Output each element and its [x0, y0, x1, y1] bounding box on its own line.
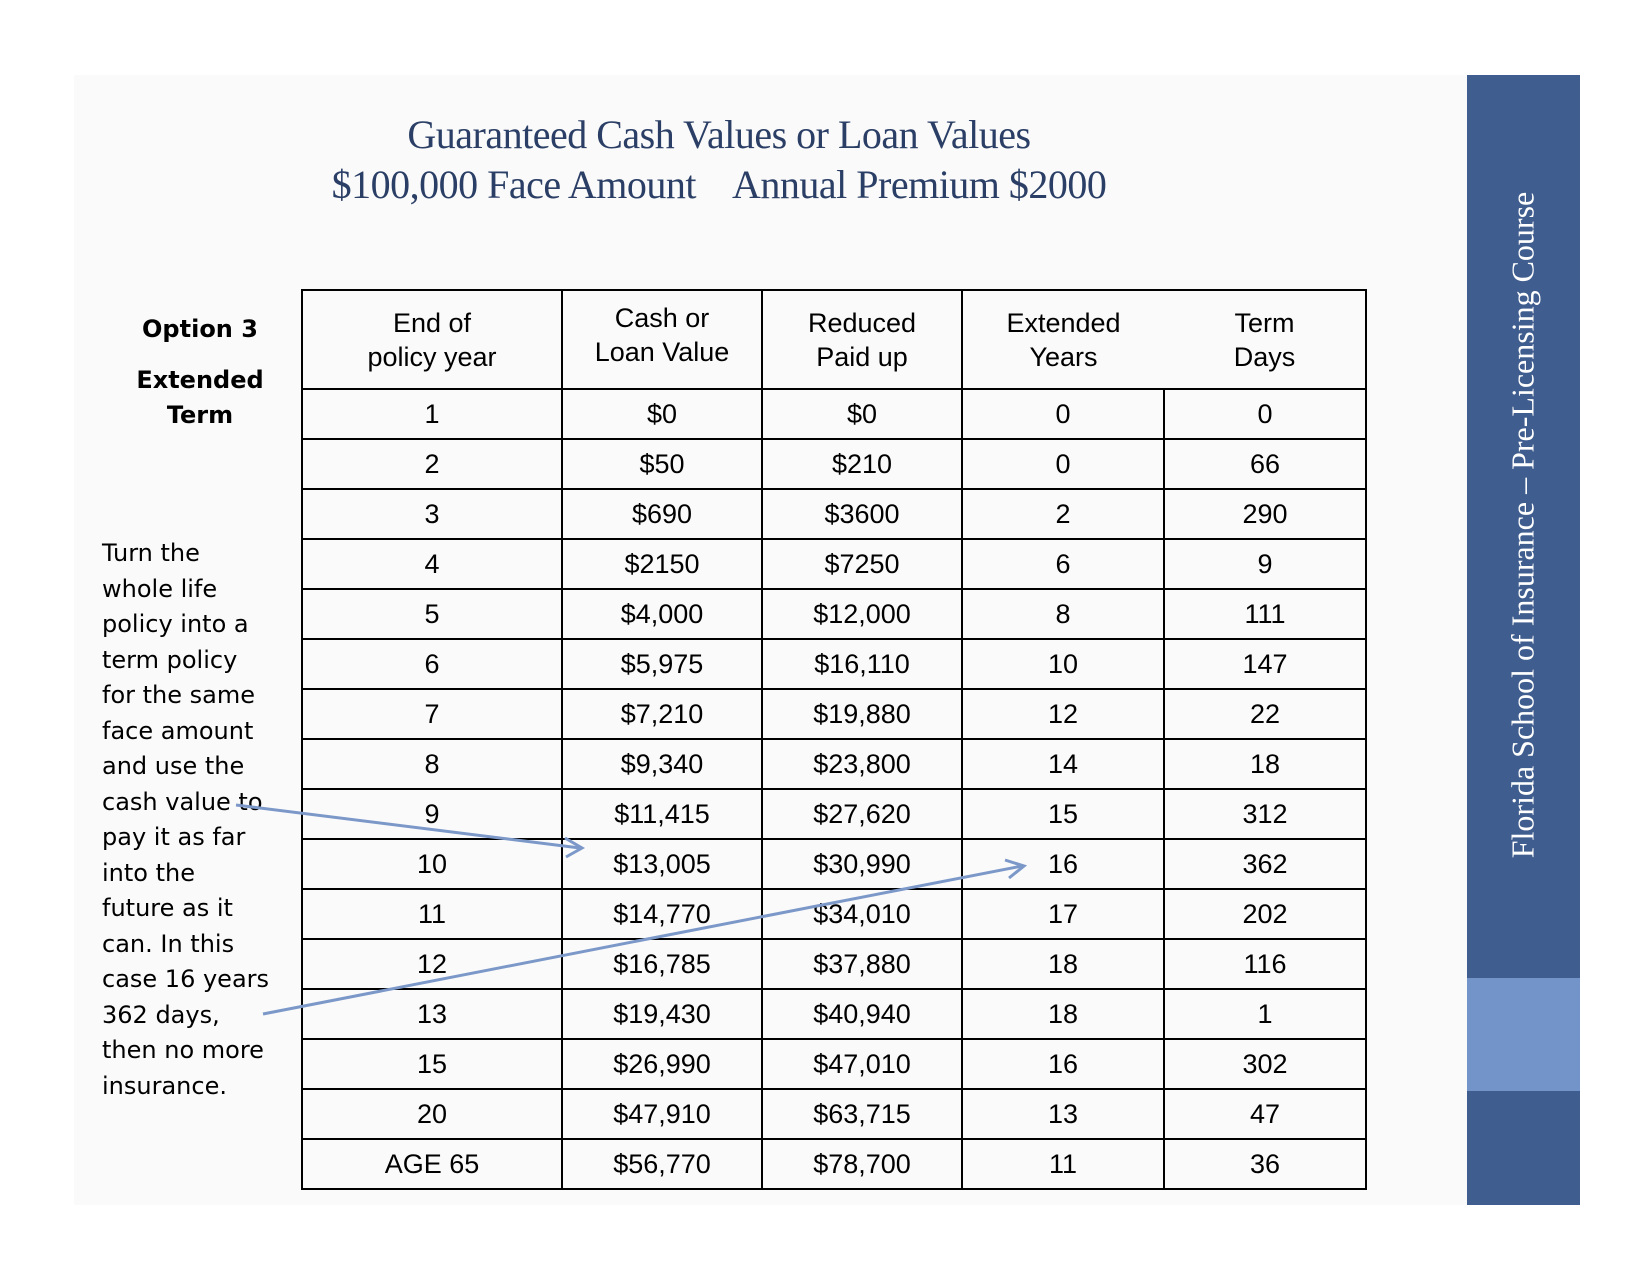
- cell-cash-loan-value: $4,000: [562, 589, 762, 639]
- cell-reduced-paid-up: $19,880: [762, 689, 962, 739]
- cell-reduced-paid-up: $30,990: [762, 839, 962, 889]
- cell-policy-year: AGE 65: [302, 1139, 562, 1189]
- header-end-line1: End of: [392, 307, 472, 338]
- cell-reduced-paid-up: $63,715: [762, 1089, 962, 1139]
- cell-term-days: 312: [1164, 789, 1366, 839]
- description-line: 362 days,: [102, 1000, 220, 1029]
- arrow-to-extended-years: [263, 866, 1022, 1014]
- cell-extended-years: 17: [962, 889, 1164, 939]
- cell-term-days: 116: [1164, 939, 1366, 989]
- cell-term-days: 66: [1164, 439, 1366, 489]
- arrow-to-cash-value: [236, 805, 580, 848]
- cell-cash-loan-value: $50: [562, 439, 762, 489]
- term-label: Term: [166, 401, 234, 429]
- cell-policy-year: 6: [302, 639, 562, 689]
- cell-policy-year: 7: [302, 689, 562, 739]
- cell-cash-loan-value: $2150: [562, 539, 762, 589]
- description-line: term policy: [102, 645, 238, 674]
- cell-policy-year: 2: [302, 439, 562, 489]
- cell-cash-loan-value: $19,430: [562, 989, 762, 1039]
- description-line: into the: [102, 858, 195, 887]
- cell-cash-loan-value: $0: [562, 389, 762, 439]
- cell-cash-loan-value: $690: [562, 489, 762, 539]
- header-reduced-line2: Paid up: [816, 341, 908, 372]
- cell-policy-year: 1: [302, 389, 562, 439]
- cell-term-days: 0: [1164, 389, 1366, 439]
- cell-cash-loan-value: $16,785: [562, 939, 762, 989]
- header-reduced-line1: Reduced: [807, 307, 917, 338]
- cell-term-days: 290: [1164, 489, 1366, 539]
- cell-reduced-paid-up: $78,700: [762, 1139, 962, 1189]
- description-line: cash value to: [102, 787, 263, 816]
- cell-policy-year: 20: [302, 1089, 562, 1139]
- title-line-1: Guaranteed Cash Values or Loan Values: [407, 112, 1031, 157]
- cell-extended-years: 18: [962, 939, 1164, 989]
- cell-term-days: 147: [1164, 639, 1366, 689]
- header-cash-line2: Loan Value: [594, 337, 730, 367]
- cell-extended-years: 14: [962, 739, 1164, 789]
- cell-term-days: 36: [1164, 1139, 1366, 1189]
- cell-term-days: 1: [1164, 989, 1366, 1039]
- header-ext-line1: Extended: [1006, 307, 1121, 338]
- cell-policy-year: 9: [302, 789, 562, 839]
- header-ext-line2: Years: [1029, 341, 1098, 372]
- cell-cash-loan-value: $13,005: [562, 839, 762, 889]
- cell-term-days: 111: [1164, 589, 1366, 639]
- cell-term-days: 362: [1164, 839, 1366, 889]
- cell-policy-year: 12: [302, 939, 562, 989]
- cell-policy-year: 4: [302, 539, 562, 589]
- cell-policy-year: 8: [302, 739, 562, 789]
- cell-reduced-paid-up: $34,010: [762, 889, 962, 939]
- description-line: then no more: [102, 1036, 264, 1064]
- cell-extended-years: 0: [962, 389, 1164, 439]
- cell-term-days: 302: [1164, 1039, 1366, 1089]
- sidebar-course-title: Florida School of Insurance – Pre-Licensing Course: [1504, 191, 1541, 859]
- cell-reduced-paid-up: $3600: [762, 489, 962, 539]
- description-line: for the same: [102, 681, 255, 709]
- header-term-line1: Term: [1234, 307, 1295, 338]
- cell-reduced-paid-up: $37,880: [762, 939, 962, 989]
- cell-policy-year: 10: [302, 839, 562, 889]
- cell-reduced-paid-up: $47,010: [762, 1039, 962, 1089]
- cell-extended-years: 10: [962, 639, 1164, 689]
- cell-extended-years: 18: [962, 989, 1164, 1039]
- face-amount-text: $100,000 Face Amount: [331, 162, 696, 207]
- cell-reduced-paid-up: $7250: [762, 539, 962, 589]
- cell-reduced-paid-up: $0: [762, 389, 962, 439]
- cell-term-days: 22: [1164, 689, 1366, 739]
- cell-reduced-paid-up: $23,800: [762, 739, 962, 789]
- cell-extended-years: 13: [962, 1089, 1164, 1139]
- cell-term-days: 9: [1164, 539, 1366, 589]
- cell-reduced-paid-up: $12,000: [762, 589, 962, 639]
- cell-extended-years: 0: [962, 439, 1164, 489]
- cell-policy-year: 11: [302, 889, 562, 939]
- cell-extended-years: 11: [962, 1139, 1164, 1189]
- sidebar-bottom-band: [1467, 1091, 1580, 1205]
- cell-extended-years: 16: [962, 839, 1164, 889]
- cell-cash-loan-value: $47,910: [562, 1089, 762, 1139]
- description-line: policy into a: [102, 610, 249, 638]
- cell-extended-years: 2: [962, 489, 1164, 539]
- cell-reduced-paid-up: $27,620: [762, 789, 962, 839]
- sidebar-accent-block: [1467, 978, 1580, 1091]
- cell-extended-years: 8: [962, 589, 1164, 639]
- cell-policy-year: 13: [302, 989, 562, 1039]
- cell-extended-years: 6: [962, 539, 1164, 589]
- description-line: future as it: [102, 894, 233, 922]
- description-line: Turn the: [102, 539, 200, 567]
- description-line: and use the: [102, 752, 245, 780]
- description-line: can. In this: [102, 929, 235, 958]
- cell-policy-year: 15: [302, 1039, 562, 1089]
- cell-term-days: 18: [1164, 739, 1366, 789]
- cell-cash-loan-value: $26,990: [562, 1039, 762, 1089]
- annual-premium-text: Annual Premium $2000: [732, 162, 1107, 207]
- cell-reduced-paid-up: $40,940: [762, 989, 962, 1039]
- description-line: face amount: [102, 716, 254, 745]
- description-line: insurance.: [102, 1071, 227, 1100]
- cell-term-days: 202: [1164, 889, 1366, 939]
- cell-extended-years: 12: [962, 689, 1164, 739]
- cell-cash-loan-value: $56,770: [562, 1139, 762, 1189]
- header-cash-line1: Cash or: [614, 303, 710, 333]
- cell-cash-loan-value: $14,770: [562, 889, 762, 939]
- cell-cash-loan-value: $5,975: [562, 639, 762, 689]
- cell-reduced-paid-up: $210: [762, 439, 962, 489]
- cell-extended-years: 15: [962, 789, 1164, 839]
- cell-cash-loan-value: $11,415: [562, 789, 762, 839]
- option-label: Option 3: [142, 315, 258, 343]
- cell-cash-loan-value: $9,340: [562, 739, 762, 789]
- description-line: case 16 years: [102, 965, 270, 993]
- header-term-line2: Days: [1233, 341, 1296, 372]
- description-line: pay it as far: [102, 823, 246, 851]
- cell-policy-year: 3: [302, 489, 562, 539]
- cell-extended-years: 16: [962, 1039, 1164, 1089]
- extended-label: Extended: [136, 366, 264, 394]
- header-end-line2: policy year: [367, 341, 497, 372]
- cell-policy-year: 5: [302, 589, 562, 639]
- cell-reduced-paid-up: $16,110: [762, 639, 962, 689]
- cell-cash-loan-value: $7,210: [562, 689, 762, 739]
- description-line: whole life: [102, 574, 218, 603]
- cell-term-days: 47: [1164, 1089, 1366, 1139]
